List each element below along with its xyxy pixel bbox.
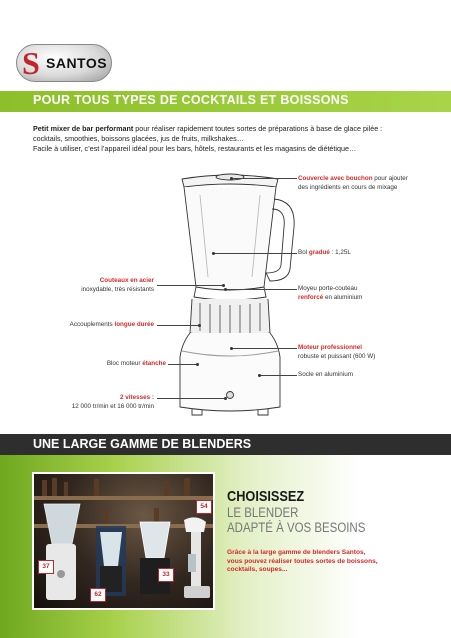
- leader-socle: [260, 375, 297, 376]
- intro-bold: Petit mixer de bar performant: [33, 124, 134, 133]
- callout-couvercle: Couvercle avec bouchon pour ajouter des ingrédients en cours de mixage: [298, 175, 408, 191]
- choose-line3: ADAPTÉ À VOS BESOINS: [227, 520, 366, 535]
- blender-illustration: [160, 165, 300, 425]
- callout-bloc: Bloc moteur étanche: [106, 360, 166, 367]
- page-title: POUR TOUS TYPES DE COCKTAILS ET BOISSONS: [33, 93, 349, 107]
- intro-paragraph: [33, 124, 425, 154]
- dot-bol: [212, 252, 215, 255]
- dot-couvercle: [230, 177, 233, 180]
- section-title: UNE LARGE GAMME DE BLENDERS: [33, 437, 252, 451]
- callout-moteur: Moteur professionnel robuste et puissant (600 W): [298, 344, 376, 360]
- leader-bol: [214, 253, 297, 254]
- leader-moyeu: [226, 289, 297, 290]
- logo-brand-name: SANTOS: [46, 55, 108, 71]
- tag-model-62: 62: [90, 588, 106, 602]
- dot-accouplements: [198, 324, 201, 327]
- logo-letter: S: [22, 45, 40, 81]
- choose-headline: [227, 489, 390, 535]
- callout-accouplements: Accouplements longue durée: [69, 321, 154, 328]
- choose-line1: CHOISISSEZ: [227, 488, 305, 505]
- dot-couteaux: [222, 284, 225, 287]
- callout-socle: Socle en aluminium: [298, 371, 353, 378]
- range-description: Grâce à la large gamme de blenders Santos, vous pouvez réaliser toutes sortes de boissons, cocktails, soupes...: [227, 549, 378, 574]
- tag-model-37: 37: [38, 560, 54, 574]
- callout-bol: Bol gradué : 1,25L: [298, 249, 351, 256]
- intro-line2: cocktails, smoothies, boissons glacées, jus de fruits, milkshakes…: [33, 134, 244, 143]
- leader-couteaux: [157, 285, 223, 286]
- leader-moteur: [232, 348, 297, 349]
- callout-couteaux: Couteaux en acier inoxydable, très résistants: [81, 277, 154, 293]
- dot-bloc: [196, 363, 199, 366]
- leader-vitesses: [157, 398, 225, 399]
- choose-line2: LE BLENDER: [227, 505, 299, 520]
- tag-model-33: 33: [158, 568, 174, 582]
- dot-moyeu: [224, 288, 227, 291]
- tag-model-54: 54: [196, 500, 212, 514]
- dot-moteur: [230, 347, 233, 350]
- callout-vitesses: 2 vitesses : 12 000 tr/min et 16 000 tr/min: [71, 394, 154, 410]
- leader-couvercle: [232, 178, 297, 179]
- section-band: [0, 434, 451, 455]
- dot-vitesses: [224, 397, 227, 400]
- header-band: [0, 91, 451, 112]
- intro-line3: Facile à utiliser, c’est l’appareil idéal pour les bars, hôtels, restaurants et les magasins de diététique…: [33, 144, 357, 153]
- leader-accouplements: [157, 325, 199, 326]
- blender-range-photo: [32, 472, 215, 610]
- santos-logo: [16, 44, 112, 82]
- leader-bloc: [168, 364, 198, 365]
- intro-line1: pour réaliser rapidement toutes sortes de préparations à base de glace pilée :: [133, 124, 383, 133]
- callout-moyeu: Moyeu porte-couteau renforcé en aluminium: [298, 285, 363, 301]
- dot-socle: [258, 374, 261, 377]
- blenders-drawing: [34, 474, 215, 610]
